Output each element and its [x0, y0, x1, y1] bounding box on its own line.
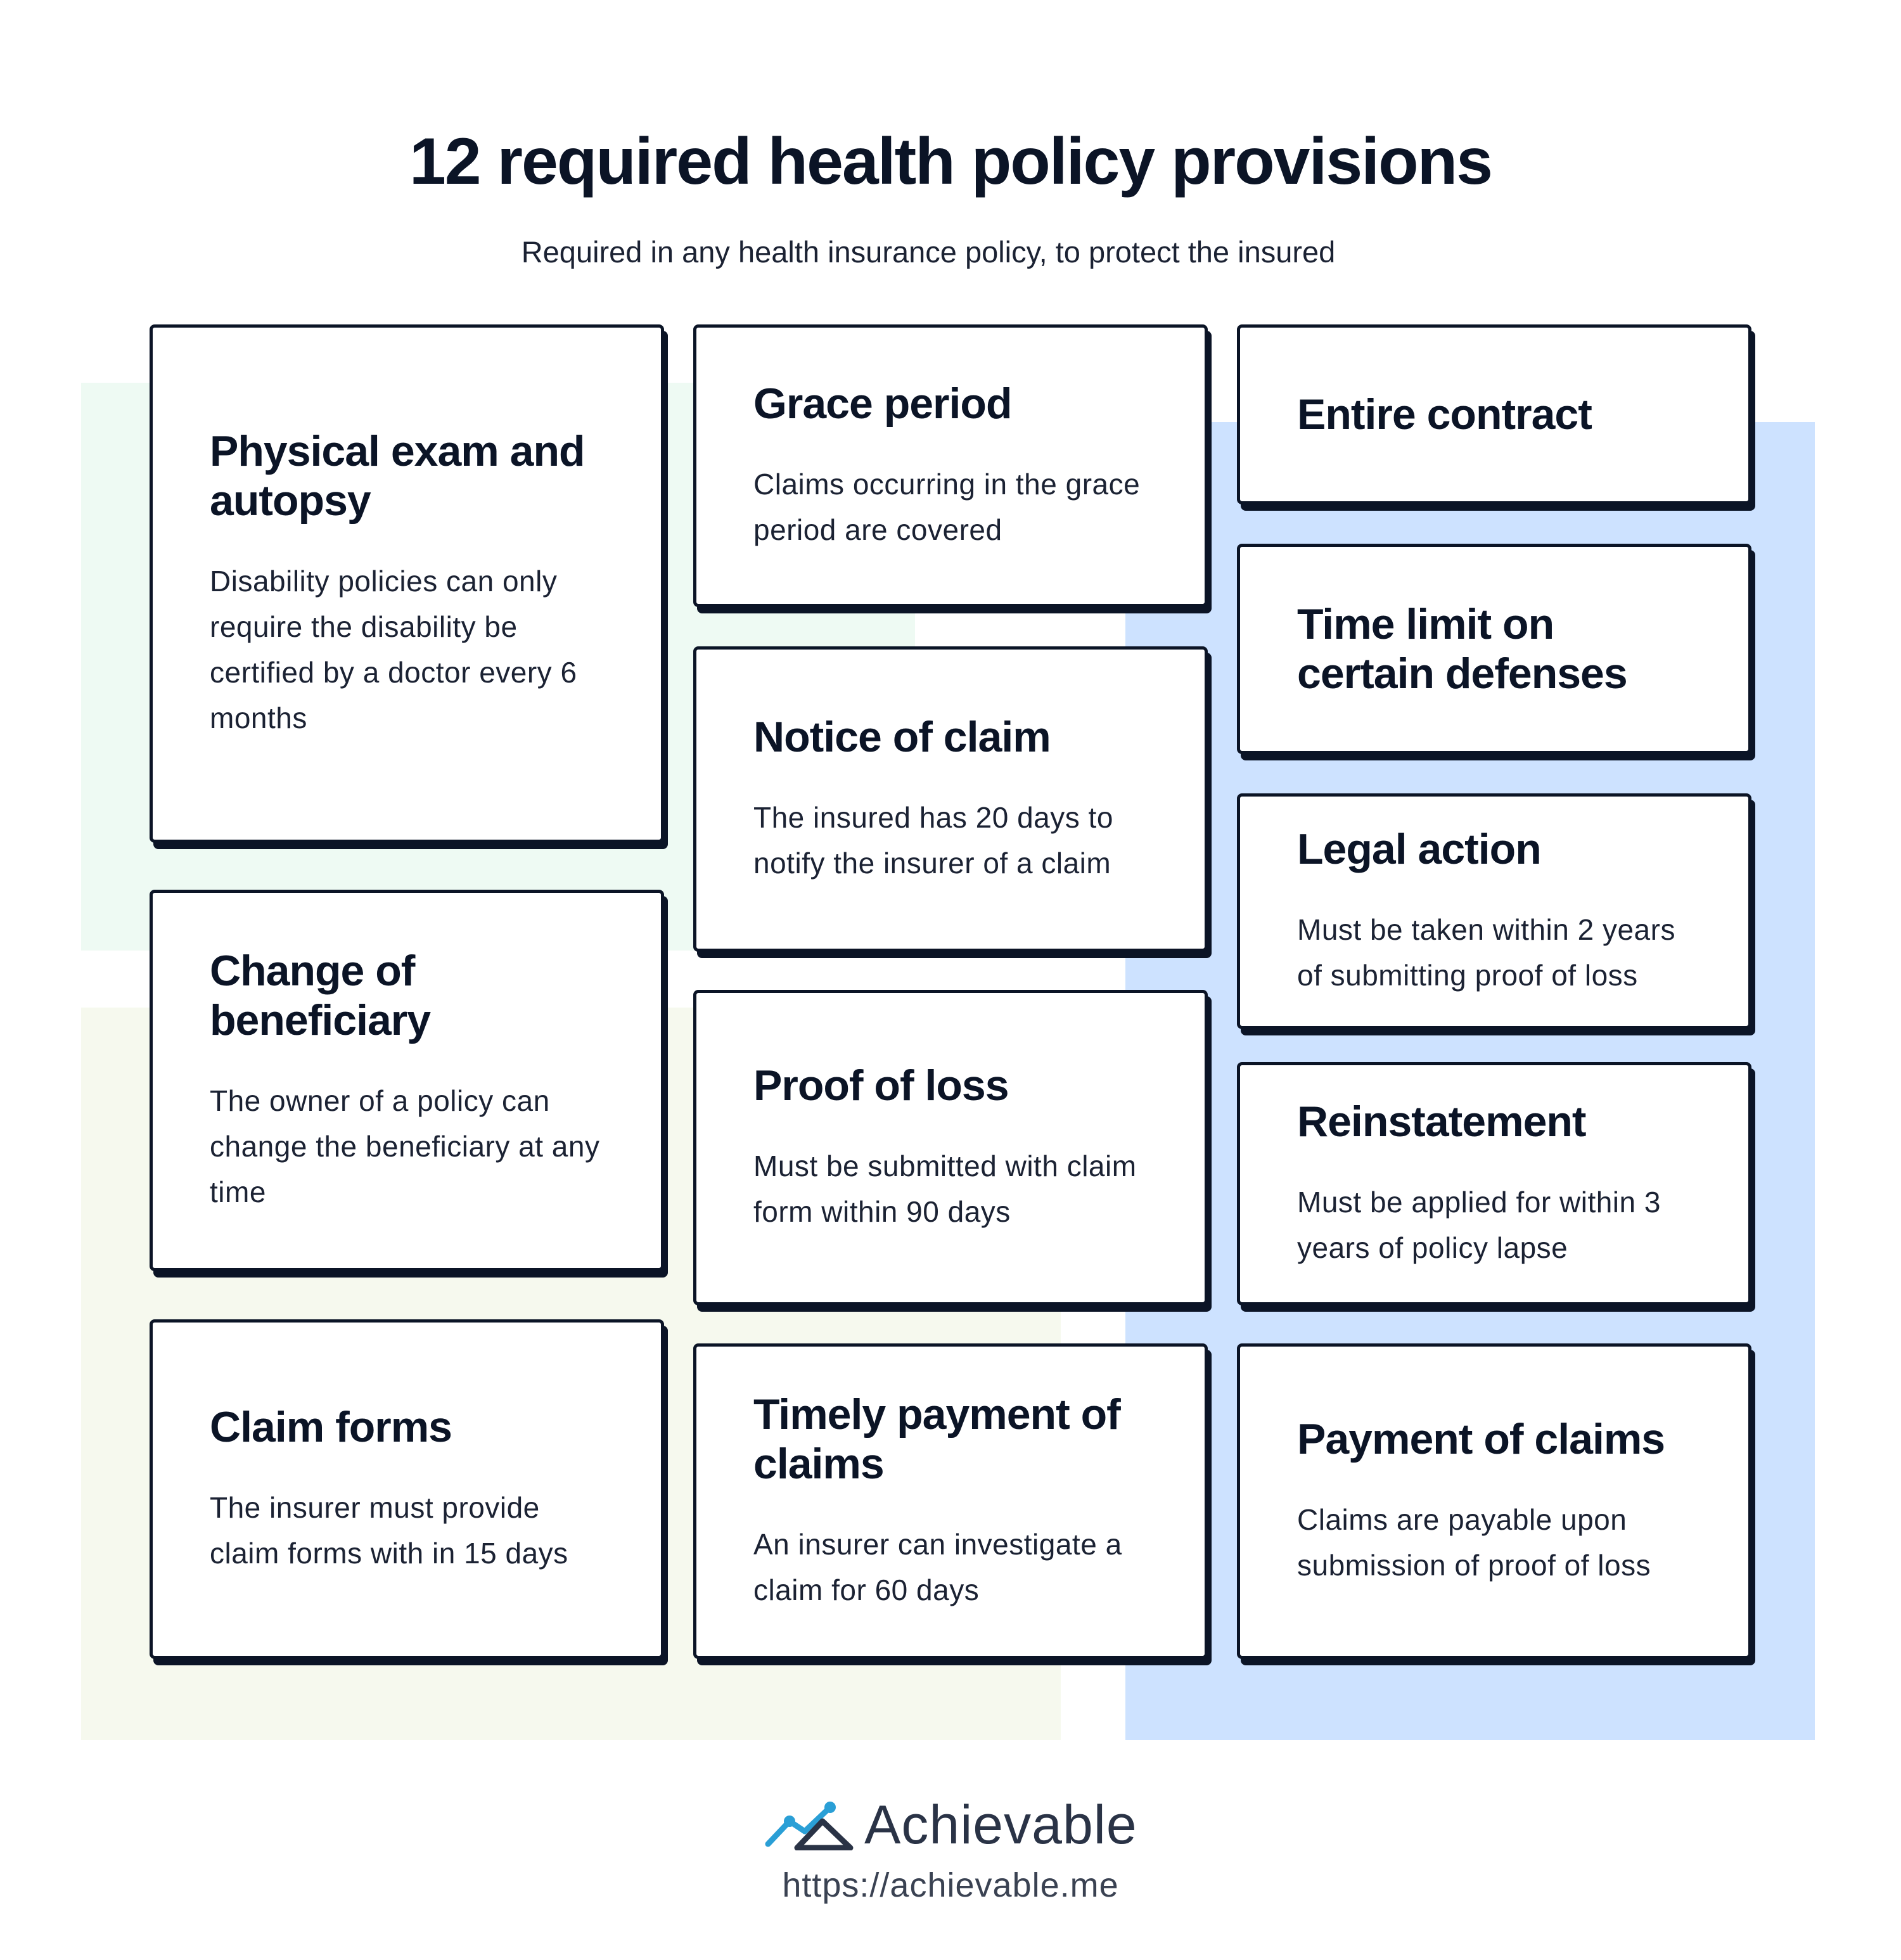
provision-description: Claims are payable upon submission of proof of loss	[1297, 1503, 1651, 1582]
provision-description: An insurer can investigate a claim for 60 days	[753, 1528, 1122, 1606]
provision-title: Timely payment of claims	[753, 1390, 1120, 1488]
website-url[interactable]: https://achievable.me	[782, 1866, 1119, 1904]
provision-card-legal-action	[1237, 793, 1751, 1029]
achievable-logo	[764, 1793, 1137, 1857]
provision-title: Claim forms	[210, 1403, 452, 1451]
provision-title: Proof of loss	[753, 1061, 1009, 1110]
provision-title: Entire contract	[1297, 390, 1592, 439]
provision-description: Disability policies can only require the disability be certified by a doctor every 6 months	[210, 565, 577, 734]
provision-title: Reinstatement	[1297, 1098, 1586, 1146]
page-subtitle: Required in any health insurance policy, to protect the insured	[521, 235, 1336, 269]
provision-card-notice-of-claim	[693, 646, 1208, 952]
page-title: 12 required health policy provisions	[409, 125, 1492, 198]
provision-title: Time limit on certain defenses	[1297, 600, 1627, 698]
brand-name: Achievable	[864, 1794, 1137, 1855]
provision-title: Legal action	[1297, 825, 1541, 873]
provision-description: The insured has 20 days to notify the insurer of a claim	[753, 801, 1113, 880]
provision-card-physical-exam	[150, 324, 664, 843]
provision-card-entire-contract	[1237, 324, 1751, 504]
provision-card-change-of-beneficiary	[150, 890, 664, 1271]
provision-card-payment-of-claims	[1237, 1343, 1751, 1659]
provision-card-claim-forms	[150, 1319, 664, 1659]
mountain-chart-icon	[764, 1800, 854, 1850]
provision-card-proof-of-loss	[693, 990, 1208, 1305]
provision-card-grace-period	[693, 324, 1208, 607]
provision-card-reinstatement	[1237, 1062, 1751, 1305]
provision-title: Payment of claims	[1297, 1415, 1665, 1463]
provision-title: Grace period	[753, 380, 1012, 428]
provision-description: The insurer must provide claim forms with in 15 days	[210, 1491, 568, 1570]
provision-description: Must be submitted with claim form within 90 days	[753, 1150, 1137, 1228]
provision-description: Claims occurring in the grace period are covered	[753, 468, 1141, 546]
provision-description: Must be applied for within 3 years of policy lapse	[1297, 1186, 1661, 1264]
provision-description: Must be taken within 2 years of submitting proof of loss	[1297, 913, 1675, 992]
provision-title: Physical exam and autopsy	[210, 427, 585, 525]
provision-description: The owner of a policy can change the beneficiary at any time	[210, 1084, 600, 1208]
provision-card-timely-payment	[693, 1343, 1208, 1659]
provision-card-time-limit	[1237, 544, 1751, 754]
provision-title: Notice of claim	[753, 713, 1051, 761]
provision-title: Change of beneficiary	[210, 947, 431, 1044]
